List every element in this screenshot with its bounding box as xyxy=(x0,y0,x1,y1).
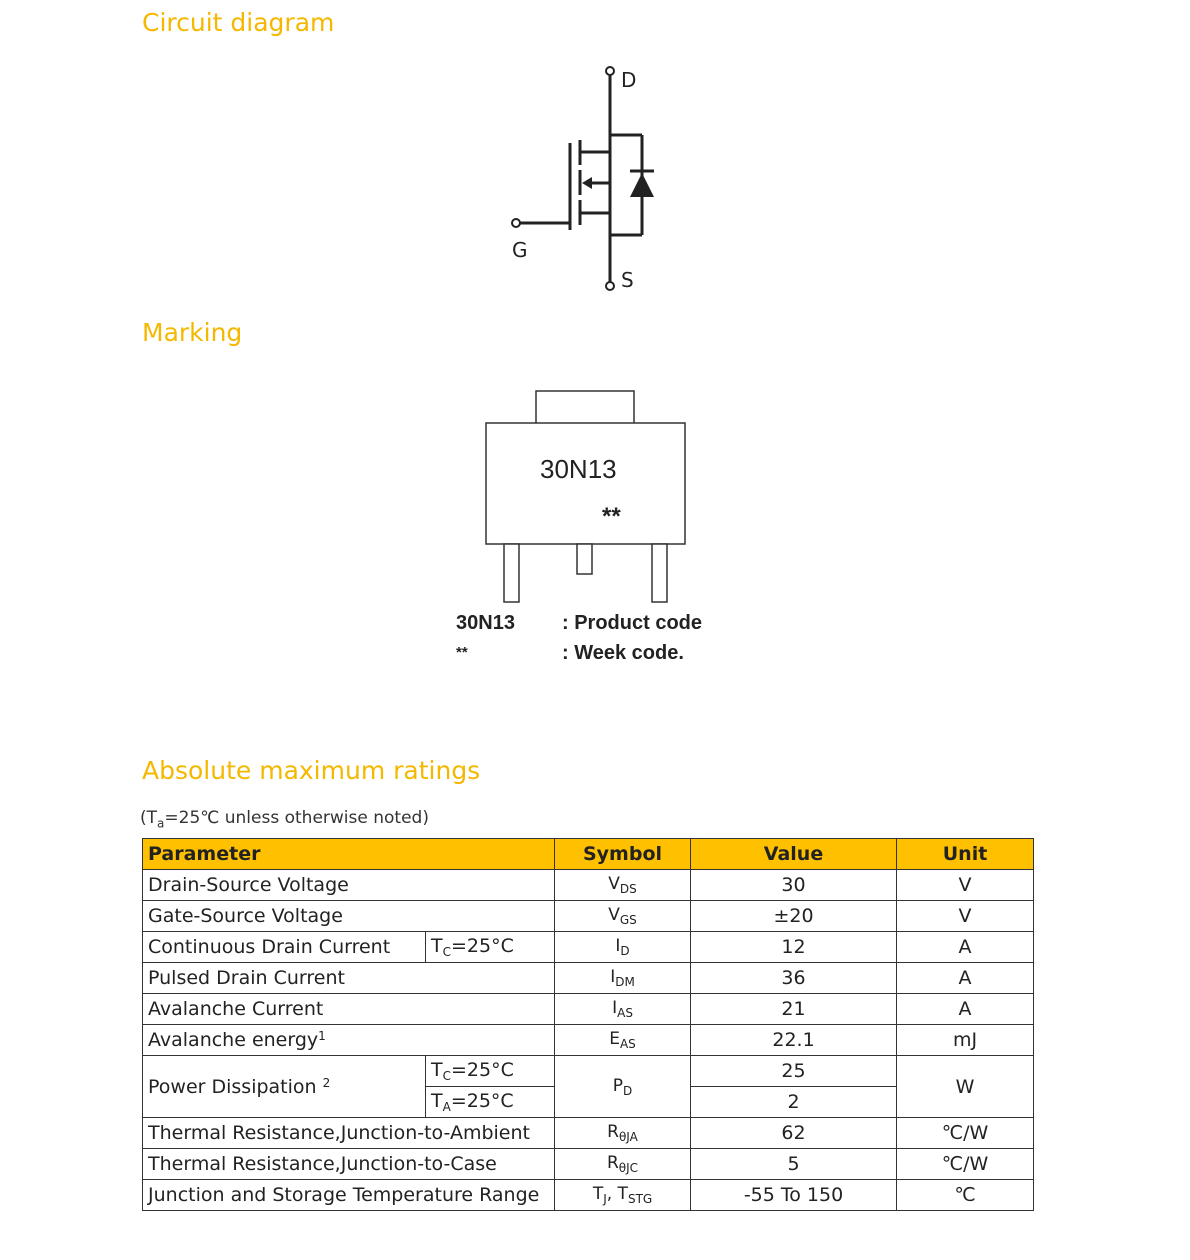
table-row: Avalanche energy$^1$ $E_{AS}$ 22.1 mJ xyxy=(143,1025,1034,1056)
legend-description: : Product code xyxy=(562,612,703,634)
header-value: Value xyxy=(691,839,897,870)
gate-label: G xyxy=(512,238,528,262)
source-label: S xyxy=(621,268,634,292)
legend-code: ** xyxy=(456,644,468,661)
package-marking-drawing xyxy=(450,385,710,605)
legend-description: : Week code. xyxy=(562,642,684,664)
legend-code: 30N13 xyxy=(456,612,515,634)
table-row: Drain-Source Voltage $V_{DS}$ 30 V xyxy=(143,870,1034,901)
drain-label: D xyxy=(621,68,637,92)
header-parameter: Parameter xyxy=(143,839,555,870)
table-row: Junction and Storage Temperature Range $T_J$, $T_{STG}$ -55 To 150 ℃ xyxy=(143,1180,1034,1211)
ratings-heading: Absolute maximum ratings xyxy=(142,756,481,785)
table-row: Thermal Resistance,Junction-to-Case $R_{\theta JC}$ 5 ℃/W xyxy=(143,1149,1034,1180)
conditions-note: ($T_a=25℃$ unless otherwise noted) xyxy=(140,808,429,831)
table-row: $T_A=25^\circ C$ 2 xyxy=(143,1087,1034,1118)
header-unit: Unit xyxy=(897,839,1034,870)
marking-heading: Marking xyxy=(142,318,243,347)
package-week-code: ** xyxy=(602,503,621,530)
table-row: Avalanche Current $I_{AS}$ 21 A xyxy=(143,994,1034,1025)
table-row: Gate-Source Voltage $V_{GS}$ ±20 V xyxy=(143,901,1034,932)
table-row: Pulsed Drain Current $I_{DM}$ 36 A xyxy=(143,963,1034,994)
mosfet-circuit-symbol xyxy=(490,55,690,300)
table-header-row xyxy=(143,839,1034,870)
circuit-diagram-heading: Circuit diagram xyxy=(142,8,335,37)
ratings-table xyxy=(142,838,1034,1211)
header-symbol: Symbol xyxy=(555,839,691,870)
table-row: Power Dissipation $^2$ $T_C=25^\circ C$ $P_D$ 25 W xyxy=(143,1056,1034,1087)
table-row: Thermal Resistance,Junction-to-Ambient $R_{\theta JA}$ 62 ℃/W xyxy=(143,1118,1034,1149)
table-row: Continuous Drain Current $T_C=25^\circ C$ $I_D$ 12 A xyxy=(143,932,1034,963)
package-product-code: 30N13 xyxy=(540,454,617,484)
